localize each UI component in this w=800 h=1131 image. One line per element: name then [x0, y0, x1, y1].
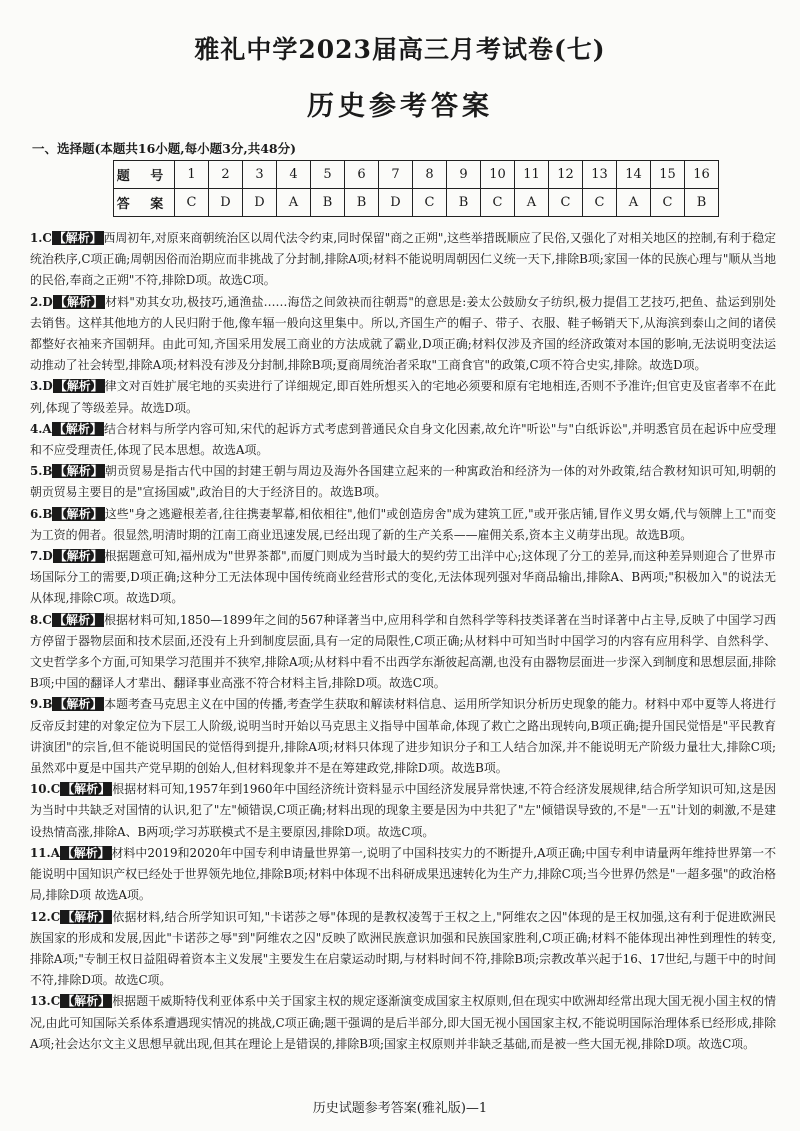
- explanation-item: [30, 779, 776, 843]
- explanation-item: [30, 991, 776, 1055]
- item-text: 材料"劝其女功,极技巧,通渔盐……海岱之间敛袂而往朝焉"的意思是:姜太公鼓励女子纺织,极力提倡工艺技巧,把鱼、盐运到别处去销售。这样其他地方的人民归附于他,像车辐一般向这里集中。所以,齐国生产的帽子、带子、衣服、鞋子畅销天下,从海滨到泰山之间的诸侯都整好衣袖来齐国朝拜。由此可知,齐国采用发展工商业的方法成就了霸业,D项正确;材料仅涉及齐国的经济政策对本国的影响,无法说明变法运动推动了社会转型,排除A项;材料没有涉及分封制,排除B项;夏商周统治者采取"工商食官"的政策,C项不符合史实,排除。故选D项。: [30, 294, 776, 373]
- item-text: 律文对百姓扩展宅地的买卖进行了详细规定,即百姓所想买入的宅地必须要和原有宅地相连,否则不予准许;但官吏及宦者率不在此列,体现了等级差异。故选D项。: [30, 379, 776, 415]
- item-answer: A: [42, 421, 52, 436]
- answer-table-row-label: 答 案: [114, 189, 175, 217]
- analysis-tag: 【解析】: [54, 294, 104, 309]
- question-number-cell: 9: [447, 161, 481, 189]
- item-number: 7.: [30, 549, 43, 564]
- explanation-item: [30, 843, 776, 907]
- analysis-tag: 【解析】: [62, 909, 111, 924]
- explanation-item: [30, 546, 776, 610]
- item-text: 结合材料与所学内容可知,宋代的起诉方式考虑到普通民众自身文化因素,故允许"听讼"与"白纸诉讼",并明悉官员在起诉中应受理和不应受理责任,体现了民本思想。故选A项。: [30, 421, 776, 458]
- explanation-item: [30, 694, 776, 779]
- item-answer: A: [50, 845, 60, 860]
- answer-cell: B: [685, 189, 719, 217]
- explanation-item: [30, 228, 776, 292]
- item-answer: B: [42, 506, 53, 521]
- item-answer: D: [42, 549, 53, 564]
- question-number-cell: 3: [243, 161, 277, 189]
- item-answer: C: [50, 782, 61, 797]
- item-text: 本题考查马克思主义在中国的传播,考查学生获取和解读材料信息、运用所学知识分析历史现象的能力。材料中邓中夏等人将进行反帝反封建的对象定位为下层工人阶级,说明当时开始以马克思主义指导中国革命,体现了救亡之路出现转向,B项正确;提升国民觉悟是"平民教育讲演团"的宗旨,但不能说明国民的觉悟得到提升,排除A项;材料只体现了进步知识分子和工人结合加深,并不能说明无产阶级力量壮大,排除C项;虽然邓中夏是中国共产党早期的创始人,但材料现象并不是在筹建政党,排除D项。故选B项。: [30, 697, 776, 776]
- answer-cell: A: [515, 189, 549, 217]
- analysis-tag: 【解析】: [54, 549, 103, 564]
- answer-cell: C: [175, 189, 209, 217]
- question-number-cell: 2: [209, 161, 243, 189]
- question-number-cell: 11: [515, 161, 549, 189]
- item-number: 6.: [30, 506, 43, 521]
- answer-cell: C: [549, 189, 583, 217]
- answer-cell: A: [617, 189, 651, 217]
- item-text: 根据材料可知,1850—1899年之间的567种译著当中,应用科学和自然科学等科技类译著在当时译著中占主导,反映了中国学习西方停留于器物层面和技术层面,还没有上升到制度层面,具有一定的局限性,C项正确;从材料中可知当时中国学习的内容有应用科学、自然科学、文史哲学多个方面,可知果学习范围并不狭窄,排除A项;从材料中看不出西学东渐彼起高潮,也没有由器物层面进一步深入到制度和思想层面,排除B项;中国的翻译人才辈出、翻译事业高涨不符合材料主旨,排除D项。故选C项。: [30, 612, 776, 691]
- explanation-item: [30, 461, 776, 503]
- item-answer: C: [50, 994, 61, 1009]
- document-title: 历史参考答案: [307, 91, 493, 122]
- question-number-cell: 7: [379, 161, 413, 189]
- answer-cell: C: [583, 189, 617, 217]
- item-number: 13.: [30, 994, 51, 1009]
- answer-cell: C: [413, 189, 447, 217]
- question-number-cell: 10: [481, 161, 515, 189]
- item-text: 朝贡贸易是指古代中国的封建王朝与周边及海外各国建立起来的一种寓政治和经济为一体的对外政策,结合教材知识可知,明朝的朝贡贸易主要目的是"宣扬国威",政治目的大于经济目的。故选B项。: [30, 464, 776, 500]
- item-number: 10.: [30, 782, 51, 797]
- question-number-cell: 12: [549, 161, 583, 189]
- answer-cell: C: [651, 189, 685, 217]
- answer-table-answer-row: [114, 189, 719, 217]
- answer-table-row-label: 题 号: [114, 161, 175, 189]
- question-number-cell: 6: [345, 161, 379, 189]
- item-number: 8.: [30, 612, 43, 627]
- item-number: 12.: [30, 909, 51, 924]
- explanation-item: [30, 292, 776, 377]
- explanation-item: [30, 376, 776, 418]
- answer-cell: D: [379, 189, 413, 217]
- answer-cell: B: [447, 189, 481, 217]
- item-number: 5.: [30, 464, 43, 479]
- item-number: 2.: [30, 294, 43, 309]
- item-text: 西周初年,对原来商朝统治区以周代法令约束,同时保留"商之正朔",这些举措既顺应了民俗,又强化了对相关地区的控制,有利于稳定统治秩序,C项正确;周朝因俗而治期应而非挑战了分封制,排除A项;材料不能说明周朝因仁义统一天下,排除B项;家国一体的民族心理与"顺从当地的民俗,奉商之正朔"不符,排除D项。故选C项。: [30, 231, 776, 288]
- item-number: 11.: [30, 845, 51, 860]
- item-number: 1.: [30, 231, 43, 245]
- explanation-item: [30, 907, 776, 992]
- answer-cell: C: [481, 189, 515, 217]
- analysis-tag: 【解析】: [53, 231, 102, 245]
- page-footer: 历史试题参考答案(雅礼版)—1: [312, 1101, 488, 1116]
- question-number-cell: 15: [651, 161, 685, 189]
- item-answer: B: [42, 464, 53, 479]
- question-number-cell: 1: [175, 161, 209, 189]
- explanation-item: [30, 610, 776, 695]
- answer-cell: D: [243, 189, 277, 217]
- analysis-tag: 【解析】: [54, 506, 103, 521]
- answer-cell: D: [209, 189, 243, 217]
- item-text: 材料中2019和2020年中国专利申请量世界第一,说明了中国科技实力的不断提升,A项正确;中国专利申请量两年维持世界第一不能说明中国知识产权已经处于世界领先地位,排除B项;材料中体现不出科研成果迅速转化为生产力,排除C项;当今世界仍然是"一超多强"的政治格局,排除D项 故选A项。: [30, 845, 776, 903]
- answer-cell: B: [311, 189, 345, 217]
- question-number-cell: 13: [583, 161, 617, 189]
- analysis-tag: 【解析】: [54, 379, 103, 394]
- item-number: 3.: [30, 379, 43, 394]
- item-number: 9.: [30, 697, 43, 712]
- answer-cell: A: [277, 189, 311, 217]
- question-number-cell: 8: [413, 161, 447, 189]
- item-answer: D: [42, 294, 53, 309]
- item-text: 根据题意可知,福州成为"世界茶都",而厦门则成为当时最大的契约劳工出洋中心;这体现了分工的差异,而这种差异则迎合了世界市场国际分工的需要,D项正确;这种分工无法体现中国传统商业经营形式的变化,无法体现列强对华商品输出,排除A、B两项;"积极加入"的说法无从体现,排除C项。故选D项。: [30, 549, 776, 606]
- item-text: 根据材料可知,1957年到1960年中国经济统计资料显示中国经济发展异常快速,不符合经济发展规律,结合所学知识可知,这是因为当时中共缺乏对国情的认识,犯了"左"倾错误,C项正确;材料出现的现象主要是因为中共犯了"左"倾错误导致的,不是"一五"计划的刺激,不是建设热情高涨,排除A、B两项;学习苏联模式不是主要原因,排除D项。故选C项。: [30, 782, 776, 839]
- item-answer: B: [42, 697, 53, 712]
- analysis-tag: 【解析】: [62, 994, 111, 1009]
- explanation-list: [30, 228, 776, 1055]
- section-heading: 一、选择题(本题共16小题,每小题3分,共48分): [32, 141, 297, 156]
- item-answer: C: [42, 612, 52, 627]
- question-number-cell: 4: [277, 161, 311, 189]
- answer-table-number-row: [114, 161, 719, 189]
- item-answer: C: [42, 231, 52, 245]
- analysis-tag: 【解析】: [54, 697, 103, 712]
- item-answer: C: [50, 909, 61, 924]
- answer-cell: B: [345, 189, 379, 217]
- item-number: 4.: [30, 421, 43, 436]
- answer-table: [113, 160, 719, 217]
- explanation-item: [30, 419, 776, 461]
- exam-title: 雅礼中学2023届高三月考试卷(七): [194, 35, 606, 64]
- analysis-tag: 【解析】: [53, 421, 102, 436]
- item-text: 根据题干威斯特伐利亚体系中关于国家主权的规定逐渐演变成国家主权原则,但在现实中欧洲却经常出现大国无视小国主权的情况,由此可知国际关系体系遭遇现实情况的挑战,C项正确;题干强调的是后半部分,即大国无视小国国家主权,不能说明国际治理体系已经形成,排除A项;社会达尔文主义思想早就出现,但其在理论上是错误的,排除B项;国家主权原则并非缺乏基础,而是被一些大国无视,排除D项。故选C项。: [30, 994, 776, 1051]
- analysis-tag: 【解析】: [62, 782, 111, 797]
- item-answer: D: [42, 379, 53, 394]
- item-text: 依据材料,结合所学知识可知,"卡诺莎之辱"体现的是教权凌驾于王权之上,"阿维农之囚"体现的是王权加强,这有利于促进欧洲民族国家的形成和发展,因此"卡诺莎之辱"到"阿维农之囚"反映了欧洲民族意识加强和民族国家胜利,C项正确;材料不能体现出神性到理性的转变,排除A项;"专制王权日益阻碍着资本主义发展"主要发生在启蒙运动时期,与材料时间不符,排除B项;宗教改革兴起于16、17世纪,与题干中的时间不符,排除D项。故选C项。: [30, 909, 776, 988]
- analysis-tag: 【解析】: [54, 464, 103, 479]
- explanation-item: [30, 504, 776, 546]
- question-number-cell: 14: [617, 161, 651, 189]
- question-number-cell: 5: [311, 161, 345, 189]
- item-text: 这些"身之逃避根差者,往往携妻挈幕,相依相往",他们"或创造房舍"成为建筑工匠,"或开张店铺,冒作义男女婿,代与领牌上工"而变为工资的佣者。很显然,明清时期的江南工商业迅速发展,已经出现了新的生产关系——雇佣关系,资本主义萌芽出现。故选B项。: [30, 506, 776, 542]
- analysis-tag: 【解析】: [53, 612, 103, 627]
- question-number-cell: 16: [685, 161, 719, 189]
- analysis-tag: 【解析】: [61, 845, 110, 860]
